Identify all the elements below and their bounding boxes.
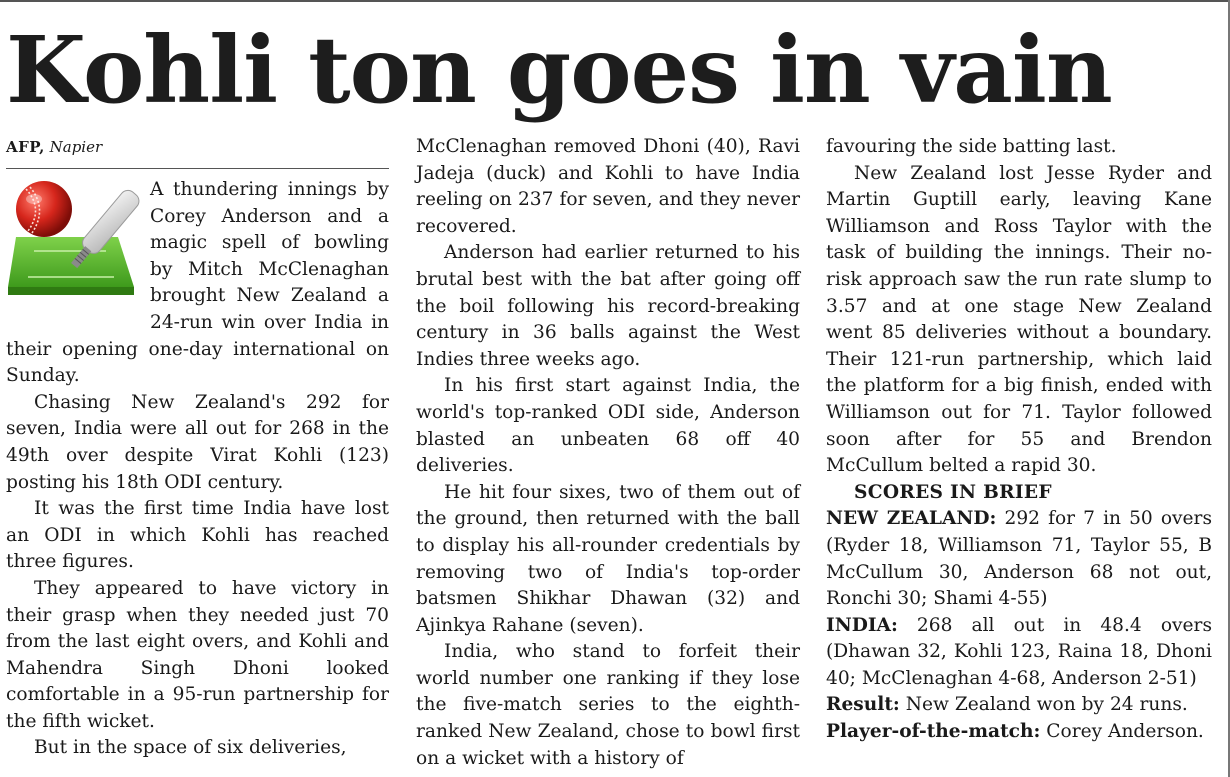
headline: Kohli ton goes in vain [6,16,1112,124]
scores-result-label: Result: [826,694,900,716]
paragraph: Anderson had earlier returned to his brutal best with the bat after going off the boil following his record-breaking century in 36 balls against the West Indies three weeks ago. [416,242,800,370]
paragraph: He hit four sixes, two of them out of the ground, then returned with the ball to display his all-rounder credentials by removing two of India's top-order batsmen Shikhar Dhawan (32) and Ajinkya Rahane (seven). [416,481,800,636]
scores-india-label: INDIA: [826,614,898,636]
column-3 [826,134,1212,746]
byline-agency: AFP, [6,138,45,156]
paragraph: favouring the side batting last. [826,136,1117,157]
scores-nz-text: 292 for 7 in 50 overs (Ryder 18, Williamson 71, Taylor 55, B McCullum 30, Anderson 68 not out, Ronchi 30; Shami 4-55) [826,508,1212,610]
column-2 [416,134,800,772]
cricket-ball-bat-icon [6,177,142,311]
paragraph: Chasing New Zealand's 292 for seven, India were all out for 268 in the 49th over despite Virat Kohli (123) posting his 18th ODI century. [6,391,389,493]
lead-paragraph-wrap [6,177,389,390]
top-rule [0,0,1230,2]
byline-place: Napier [49,138,103,156]
paragraph: In his first start against India, the world's top-ranked ODI side, Anderson blasted an unbeaten 68 off 40 deliveries. [416,375,800,477]
scores-result [826,692,1212,719]
paragraph: They appeared to have victory in their grasp when they needed just 70 from the last eight overs, and Kohli and Mahendra Singh Dhoni looked comfortable in a 95-run partnership for the fifth wicket. [6,577,389,732]
byline [6,134,389,169]
scores-nz-label: NEW ZEALAND: [826,508,997,530]
scores-result-text: New Zealand won by 24 runs. [905,694,1188,716]
scores-potm-label: Player-of-the-match: [826,721,1041,743]
paragraph: New Zealand lost Jesse Ryder and Martin Guptill early, leaving Kane Williamson and Ross Taylor with the task of building the innings. Their no-risk approach saw the run rate slump to 3.57 and at one stage New Zealand went 85 deliveries without a boundary. Their 121-run partnership, which laid the platform for a big finish, ended with Williamson out for 71. Taylor followed soon after for 55 and Brendon McCullum belted a rapid 30. [826,162,1212,477]
scores-potm-text: Corey Anderson. [1046,721,1204,743]
scores-india-text: 268 all out in 48.4 overs (Dhawan 32, Kohli 123, Raina 18, Dhoni 40; McClenaghan 4-68, Anderson 2-51) [826,614,1212,689]
column-1 [6,134,389,762]
scores-india [826,613,1212,693]
paragraph: It was the first time India have lost an ODI in which Kohli has reached three figures. [6,498,389,573]
scores-new-zealand [826,506,1212,612]
lead-paragraph: A thundering innings by Corey Anderson and a magic spell of bowling by Mitch McClenaghan brought New Zealand a 24-run win over India in their opening one-day international on Sunday. [6,179,389,387]
paragraph: India, who stand to forfeit their world number one ranking if they lose the five-match series to the eighth-ranked New Zealand, chose to bowl first on a wicket with a history of [416,641,800,769]
paragraph: McClenaghan removed Dhoni (40), Ravi Jadeja (duck) and Kohli to have India reeling on 237 for seven, and they never recovered. [416,136,800,237]
scores-heading: SCORES IN BRIEF [854,481,1052,503]
scores-player-of-match [826,719,1212,746]
paragraph: But in the space of six deliveries, [34,737,347,759]
scores-in-brief [826,480,1212,746]
